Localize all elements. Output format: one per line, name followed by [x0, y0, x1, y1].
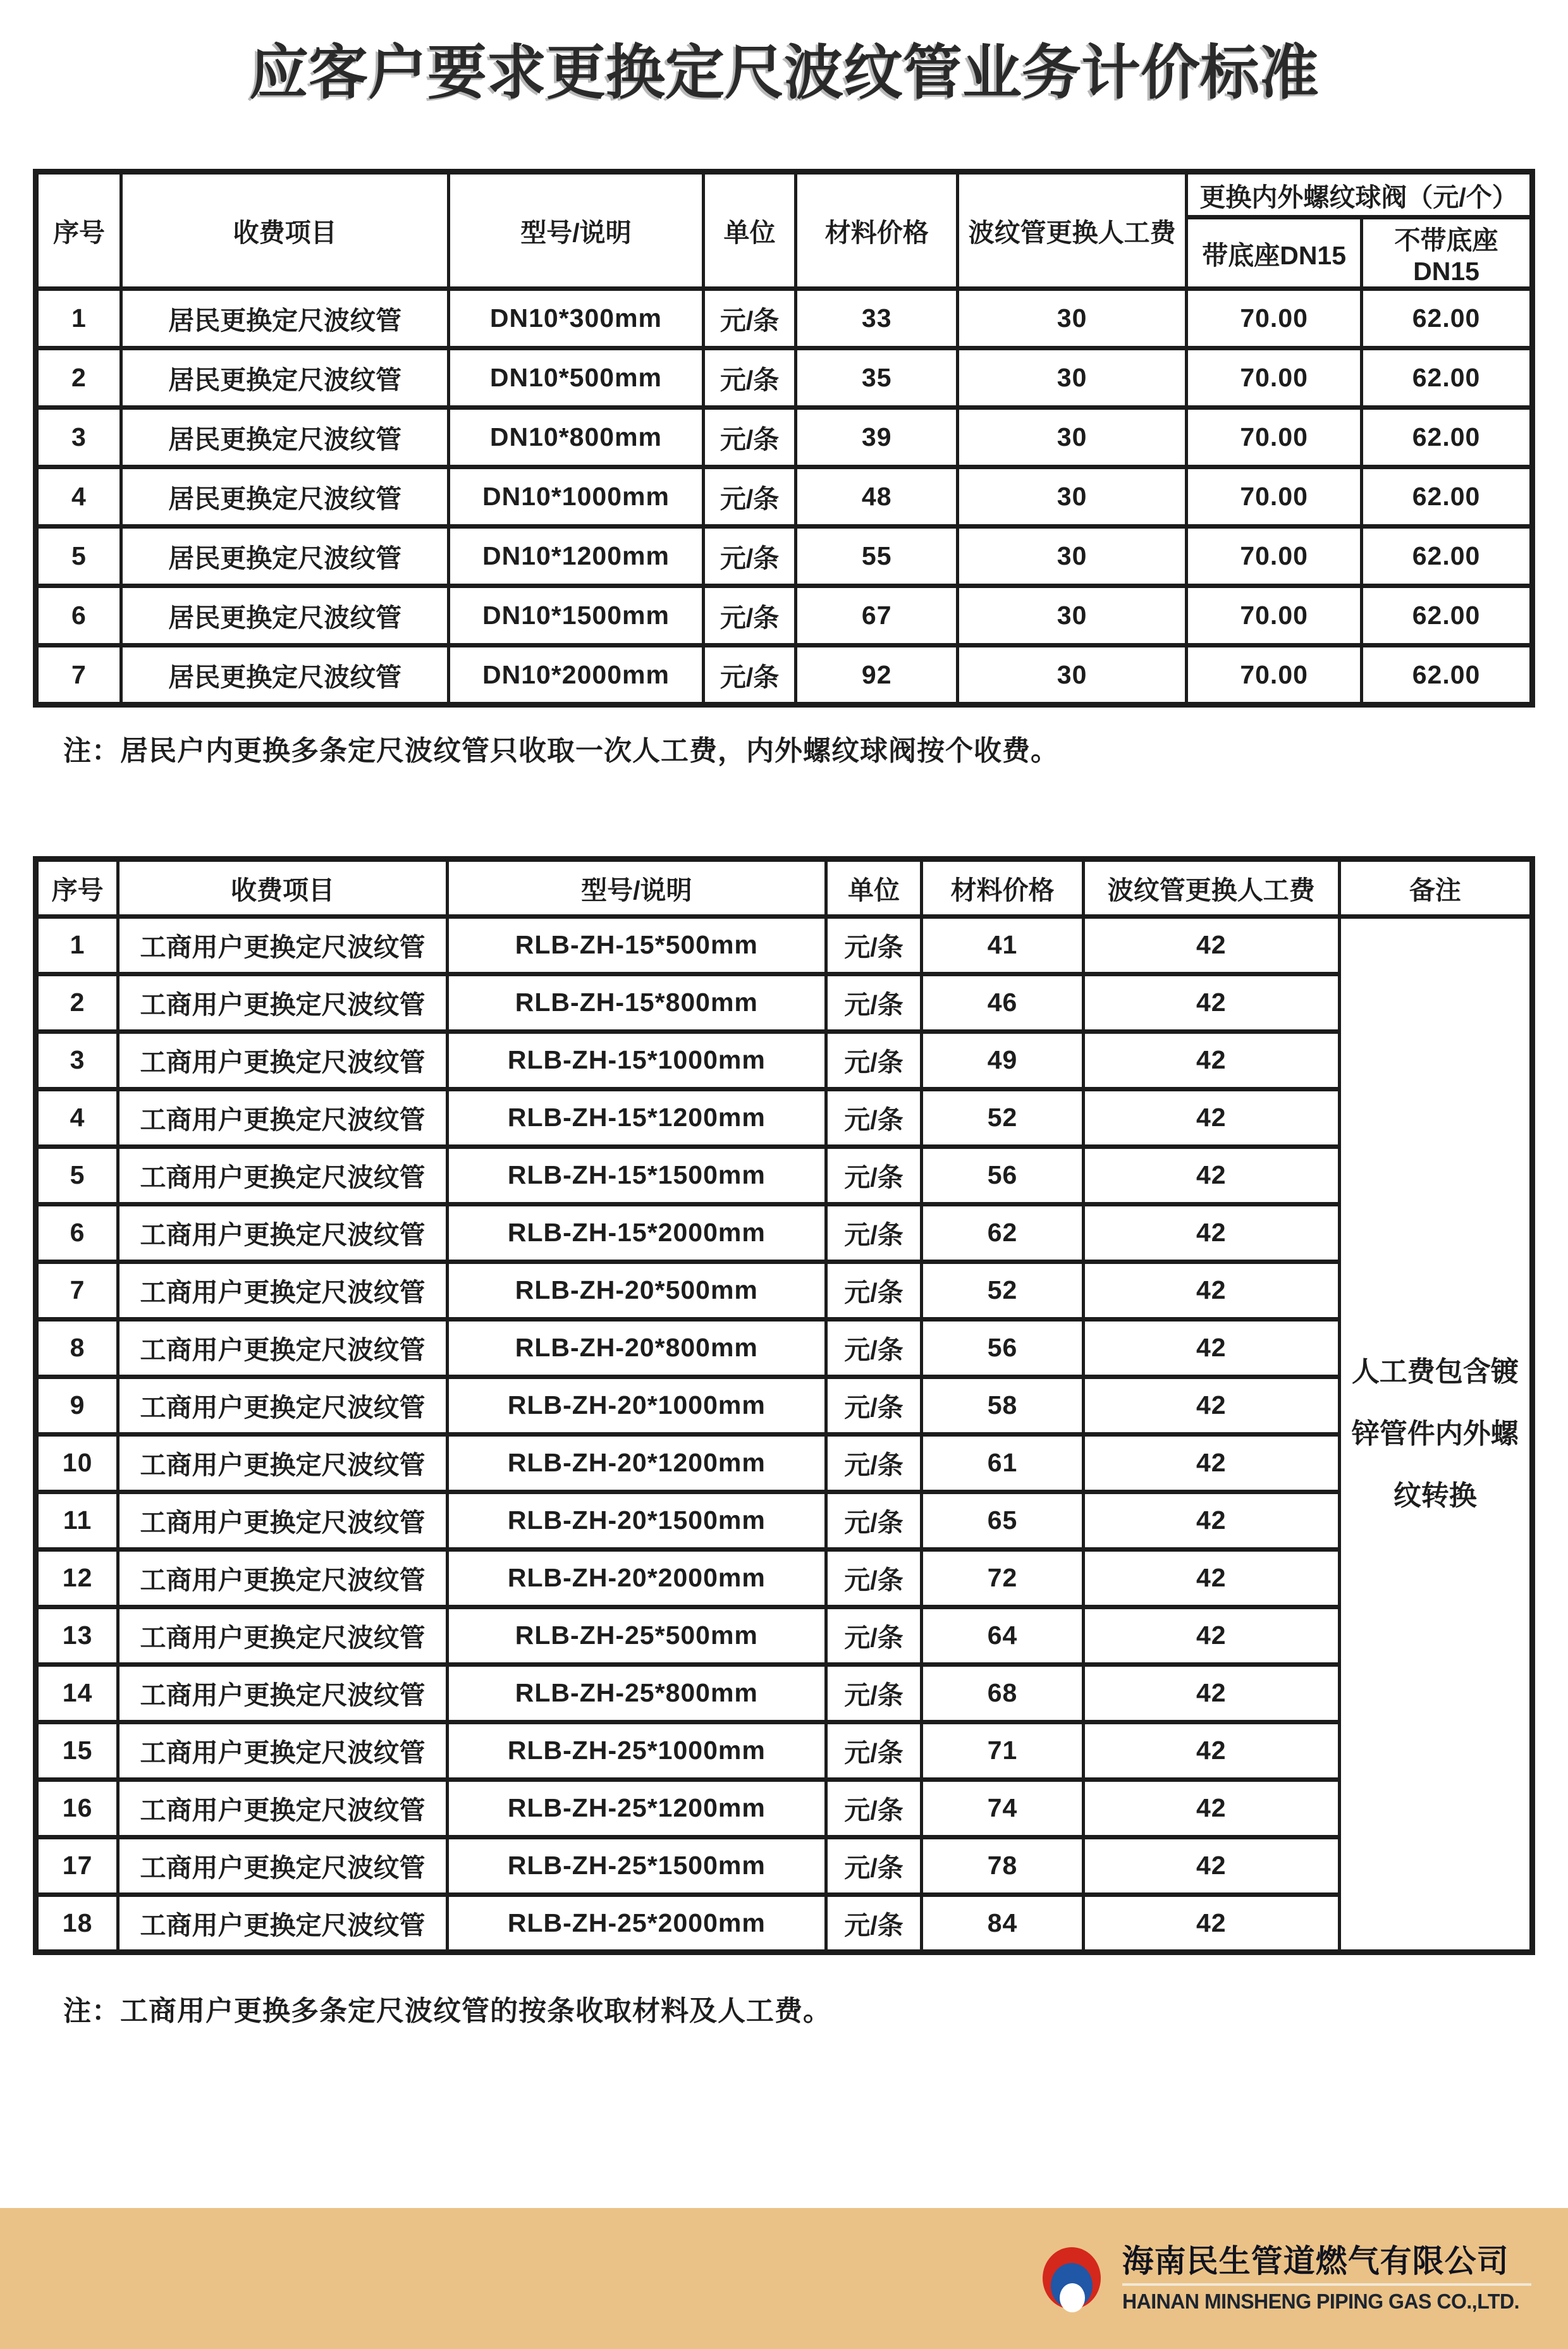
t1-cell-item: 居民更换定尺波纹管: [121, 467, 448, 527]
t2-cell-price: 72: [922, 1549, 1084, 1607]
t1-header-seq: 序号: [36, 172, 121, 289]
t1-header-valve-with-base: 带底座DN15: [1187, 218, 1362, 289]
t2-cell-labor: 42: [1083, 1261, 1339, 1319]
t2-cell-labor: 42: [1083, 1722, 1339, 1779]
t2-cell-item: 工商用户更换定尺波纹管: [118, 916, 448, 974]
table-row: [36, 1261, 1533, 1319]
t2-cell-labor: 42: [1083, 1549, 1339, 1607]
t2-cell-price: 78: [922, 1837, 1084, 1894]
t2-cell-labor: 42: [1083, 1377, 1339, 1434]
table-row: [36, 1722, 1533, 1779]
t1-cell-item: 居民更换定尺波纹管: [121, 527, 448, 586]
t2-cell-seq: 18: [36, 1894, 118, 1952]
t1-cell-unit: 元/条: [703, 586, 796, 646]
t2-cell-unit: 元/条: [826, 1549, 921, 1607]
residential-price-table: [33, 169, 1535, 708]
t1-header-valve-group: 更换内外螺纹球阀（元/个）: [1187, 172, 1533, 218]
t2-cell-labor: 42: [1083, 1779, 1339, 1837]
t1-cell-price: 39: [796, 408, 958, 467]
t2-cell-price: 56: [922, 1319, 1084, 1377]
t2-remark-cell: [1339, 916, 1532, 1952]
t2-cell-price: 68: [922, 1664, 1084, 1722]
t2-cell-labor: 42: [1083, 1146, 1339, 1204]
t1-cell-seq: 4: [36, 467, 121, 527]
t2-cell-seq: 8: [36, 1319, 118, 1377]
t2-cell-labor: 42: [1083, 1434, 1339, 1492]
t2-cell-seq: 6: [36, 1204, 118, 1261]
t2-cell-price: 84: [922, 1894, 1084, 1952]
t2-cell-seq: 11: [36, 1492, 118, 1549]
t1-cell-item: 居民更换定尺波纹管: [121, 586, 448, 646]
t2-cell-item: 工商用户更换定尺波纹管: [118, 1204, 448, 1261]
t1-cell-model: DN10*1000mm: [449, 467, 703, 527]
commercial-table-body: [36, 916, 1533, 1952]
t1-cell-seq: 6: [36, 586, 121, 646]
table-row: [36, 1779, 1533, 1837]
t2-cell-item: 工商用户更换定尺波纹管: [118, 1607, 448, 1664]
t1-cell-seq: 7: [36, 646, 121, 705]
t1-header-material-price: 材料价格: [796, 172, 958, 289]
t1-cell-with-base: 70.00: [1187, 467, 1362, 527]
page-title: 应客户要求更换定尺波纹管业务计价标准: [248, 39, 1319, 106]
table-row: [36, 348, 1533, 408]
t2-cell-price: 61: [922, 1434, 1084, 1492]
table-row: [36, 586, 1533, 646]
t1-cell-seq: 3: [36, 408, 121, 467]
t2-cell-model: RLB-ZH-20*500mm: [447, 1261, 826, 1319]
table-row: [36, 527, 1533, 586]
t1-cell-labor: 30: [958, 467, 1187, 527]
t2-cell-item: 工商用户更换定尺波纹管: [118, 1031, 448, 1089]
t2-cell-model: RLB-ZH-25*2000mm: [447, 1894, 826, 1952]
t2-cell-labor: 42: [1083, 1089, 1339, 1146]
t1-cell-without-base: 62.00: [1362, 586, 1533, 646]
table-row: [36, 1031, 1533, 1089]
t2-cell-seq: 13: [36, 1607, 118, 1664]
t2-cell-model: RLB-ZH-15*1500mm: [447, 1146, 826, 1204]
t2-cell-unit: 元/条: [826, 1664, 921, 1722]
t2-cell-seq: 4: [36, 1089, 118, 1146]
t1-cell-unit: 元/条: [703, 408, 796, 467]
t1-cell-labor: 30: [958, 348, 1187, 408]
table-row: [36, 408, 1533, 467]
t1-cell-item: 居民更换定尺波纹管: [121, 348, 448, 408]
t2-cell-model: RLB-ZH-20*800mm: [447, 1319, 826, 1377]
company-name-cn: 海南民生管道燃气有限公司: [1122, 2243, 1509, 2279]
t2-cell-unit: 元/条: [826, 1319, 921, 1377]
t1-cell-price: 55: [796, 527, 958, 586]
t2-cell-model: RLB-ZH-15*500mm: [447, 916, 826, 974]
t1-cell-model: DN10*300mm: [449, 289, 703, 348]
company-logo-icon: [1043, 2247, 1101, 2309]
t2-cell-seq: 1: [36, 916, 118, 974]
table-row: [36, 1837, 1533, 1894]
t2-cell-price: 62: [922, 1204, 1084, 1261]
t2-cell-labor: 42: [1083, 1031, 1339, 1089]
t2-cell-seq: 3: [36, 1031, 118, 1089]
t2-cell-item: 工商用户更换定尺波纹管: [118, 1319, 448, 1377]
footer-band: [0, 2208, 1568, 2349]
t1-cell-price: 92: [796, 646, 958, 705]
t2-cell-price: 58: [922, 1377, 1084, 1434]
t2-cell-price: 52: [922, 1261, 1084, 1319]
t1-cell-without-base: 62.00: [1362, 408, 1533, 467]
t2-cell-seq: 17: [36, 1837, 118, 1894]
t2-cell-price: 46: [922, 974, 1084, 1031]
t2-cell-model: RLB-ZH-25*800mm: [447, 1664, 826, 1722]
t2-cell-item: 工商用户更换定尺波纹管: [118, 1089, 448, 1146]
t2-cell-item: 工商用户更换定尺波纹管: [118, 1894, 448, 1952]
t2-cell-labor: 42: [1083, 1319, 1339, 1377]
table-row: [36, 1377, 1533, 1434]
t2-cell-unit: 元/条: [826, 916, 921, 974]
t2-cell-unit: 元/条: [826, 1377, 921, 1434]
t2-cell-model: RLB-ZH-20*2000mm: [447, 1549, 826, 1607]
t2-cell-item: 工商用户更换定尺波纹管: [118, 1549, 448, 1607]
commercial-price-table: [33, 856, 1535, 1955]
table-row: [36, 289, 1533, 348]
t2-cell-item: 工商用户更换定尺波纹管: [118, 1492, 448, 1549]
t2-cell-model: RLB-ZH-25*1500mm: [447, 1837, 826, 1894]
t1-cell-item: 居民更换定尺波纹管: [121, 408, 448, 467]
t2-cell-model: RLB-ZH-15*1200mm: [447, 1089, 826, 1146]
t1-cell-unit: 元/条: [703, 646, 796, 705]
t2-cell-seq: 9: [36, 1377, 118, 1434]
t1-cell-without-base: 62.00: [1362, 348, 1533, 408]
residential-table-body: [36, 289, 1533, 705]
t1-cell-price: 67: [796, 586, 958, 646]
t2-cell-model: RLB-ZH-20*1500mm: [447, 1492, 826, 1549]
t2-header-labor: 波纹管更换人工费: [1083, 859, 1339, 916]
t1-cell-with-base: 70.00: [1187, 586, 1362, 646]
t2-header-material-price: 材料价格: [922, 859, 1084, 916]
t2-cell-item: 工商用户更换定尺波纹管: [118, 1837, 448, 1894]
t2-cell-seq: 16: [36, 1779, 118, 1837]
t2-cell-labor: 42: [1083, 1607, 1339, 1664]
t2-cell-price: 64: [922, 1607, 1084, 1664]
table-row: [36, 1146, 1533, 1204]
t2-cell-item: 工商用户更换定尺波纹管: [118, 1434, 448, 1492]
t2-cell-model: RLB-ZH-25*1200mm: [447, 1779, 826, 1837]
t2-cell-model: RLB-ZH-20*1000mm: [447, 1377, 826, 1434]
t1-cell-labor: 30: [958, 527, 1187, 586]
t1-cell-model: DN10*2000mm: [449, 646, 703, 705]
t2-cell-seq: 12: [36, 1549, 118, 1607]
t2-cell-seq: 7: [36, 1261, 118, 1319]
commercial-table-header: [36, 859, 1533, 916]
company-name-block: [1122, 2244, 1531, 2313]
t2-cell-price: 65: [922, 1492, 1084, 1549]
t2-cell-price: 41: [922, 916, 1084, 974]
t2-cell-model: RLB-ZH-15*800mm: [447, 974, 826, 1031]
t1-header-valve-without-base: 不带底座DN15: [1362, 218, 1533, 289]
t1-cell-item: 居民更换定尺波纹管: [121, 289, 448, 348]
t1-cell-with-base: 70.00: [1187, 408, 1362, 467]
table-row: [36, 646, 1533, 705]
t2-cell-model: RLB-ZH-15*1000mm: [447, 1031, 826, 1089]
table-row: [36, 1434, 1533, 1492]
table-row: [36, 1894, 1533, 1952]
t2-header-seq: 序号: [36, 859, 118, 916]
t1-header-labor: 波纹管更换人工费: [958, 172, 1187, 289]
t1-cell-unit: 元/条: [703, 289, 796, 348]
t1-cell-seq: 2: [36, 348, 121, 408]
t2-cell-item: 工商用户更换定尺波纹管: [118, 1722, 448, 1779]
table-row: [36, 1664, 1533, 1722]
t2-cell-unit: 元/条: [826, 1492, 921, 1549]
t2-cell-model: RLB-ZH-25*500mm: [447, 1607, 826, 1664]
t2-cell-labor: 42: [1083, 1837, 1339, 1894]
t1-cell-model: DN10*1500mm: [449, 586, 703, 646]
t1-header-model: 型号/说明: [449, 172, 703, 289]
t2-remark-line: 人工费包含镀: [1351, 1356, 1519, 1387]
t1-cell-unit: 元/条: [703, 527, 796, 586]
t1-cell-without-base: 62.00: [1362, 646, 1533, 705]
t1-cell-model: DN10*800mm: [449, 408, 703, 467]
t2-cell-unit: 元/条: [826, 1837, 921, 1894]
table-row: [36, 1492, 1533, 1549]
t2-cell-labor: 42: [1083, 1894, 1339, 1952]
t2-cell-seq: 10: [36, 1434, 118, 1492]
company-divider: [1122, 2283, 1531, 2286]
t2-cell-item: 工商用户更换定尺波纹管: [118, 1377, 448, 1434]
t2-cell-item: 工商用户更换定尺波纹管: [118, 974, 448, 1031]
t2-cell-model: RLB-ZH-20*1200mm: [447, 1434, 826, 1492]
t2-cell-price: 52: [922, 1089, 1084, 1146]
t2-cell-seq: 5: [36, 1146, 118, 1204]
t2-cell-unit: 元/条: [826, 1261, 921, 1319]
t2-cell-unit: 元/条: [826, 1894, 921, 1952]
table-row: [36, 1319, 1533, 1377]
t2-cell-labor: 42: [1083, 974, 1339, 1031]
t1-cell-labor: 30: [958, 646, 1187, 705]
t2-cell-labor: 42: [1083, 916, 1339, 974]
t1-cell-labor: 30: [958, 586, 1187, 646]
t2-cell-seq: 14: [36, 1664, 118, 1722]
residential-table-header: [36, 172, 1533, 289]
t1-header-unit: 单位: [703, 172, 796, 289]
t2-cell-item: 工商用户更换定尺波纹管: [118, 1146, 448, 1204]
t2-cell-seq: 2: [36, 974, 118, 1031]
t1-cell-price: 48: [796, 467, 958, 527]
t2-cell-model: RLB-ZH-15*2000mm: [447, 1204, 826, 1261]
t2-cell-unit: 元/条: [826, 1089, 921, 1146]
t2-cell-item: 工商用户更换定尺波纹管: [118, 1779, 448, 1837]
t1-cell-item: 居民更换定尺波纹管: [121, 646, 448, 705]
t1-cell-seq: 1: [36, 289, 121, 348]
t1-cell-price: 35: [796, 348, 958, 408]
t1-cell-unit: 元/条: [703, 348, 796, 408]
t1-cell-model: DN10*500mm: [449, 348, 703, 408]
t2-cell-seq: 15: [36, 1722, 118, 1779]
t2-header-unit: 单位: [826, 859, 921, 916]
commercial-note: 注：工商用户更换多条定尺波纹管的按条收取材料及人工费。: [63, 1995, 831, 2027]
t1-cell-without-base: 62.00: [1362, 289, 1533, 348]
t2-cell-unit: 元/条: [826, 974, 921, 1031]
t2-cell-item: 工商用户更换定尺波纹管: [118, 1261, 448, 1319]
table-row: [36, 1204, 1533, 1261]
t2-header-item: 收费项目: [118, 859, 448, 916]
t1-cell-with-base: 70.00: [1187, 527, 1362, 586]
t2-cell-unit: 元/条: [826, 1031, 921, 1089]
t2-cell-unit: 元/条: [826, 1779, 921, 1837]
t2-cell-labor: 42: [1083, 1204, 1339, 1261]
t1-cell-with-base: 70.00: [1187, 348, 1362, 408]
table-row: [36, 1607, 1533, 1664]
table-row: [36, 1549, 1533, 1607]
t2-header-remark: 备注: [1339, 859, 1532, 916]
t2-cell-item: 工商用户更换定尺波纹管: [118, 1664, 448, 1722]
t2-cell-unit: 元/条: [826, 1607, 921, 1664]
t2-cell-price: 49: [922, 1031, 1084, 1089]
table-row: [36, 1089, 1533, 1146]
t1-cell-model: DN10*1200mm: [449, 527, 703, 586]
t2-remark-line: 纹转换: [1393, 1480, 1477, 1511]
company-name-en: HAINAN MINSHENG PIPING GAS CO.,LTD.: [1122, 2289, 1519, 2313]
t1-header-item: 收费项目: [121, 172, 448, 289]
t1-cell-price: 33: [796, 289, 958, 348]
t1-cell-seq: 5: [36, 527, 121, 586]
t1-cell-with-base: 70.00: [1187, 289, 1362, 348]
t2-cell-unit: 元/条: [826, 1434, 921, 1492]
t1-cell-labor: 30: [958, 289, 1187, 348]
t2-cell-unit: 元/条: [826, 1204, 921, 1261]
company-logo-block: [1043, 2244, 1531, 2313]
table-row: [36, 916, 1533, 974]
t2-remark-line: 锌管件内外螺: [1351, 1418, 1519, 1449]
table-row: [36, 974, 1533, 1031]
t2-cell-unit: 元/条: [826, 1722, 921, 1779]
t1-cell-unit: 元/条: [703, 467, 796, 527]
t1-cell-without-base: 62.00: [1362, 467, 1533, 527]
t1-cell-labor: 30: [958, 408, 1187, 467]
t2-cell-labor: 42: [1083, 1492, 1339, 1549]
t1-cell-without-base: 62.00: [1362, 527, 1533, 586]
t2-cell-price: 74: [922, 1779, 1084, 1837]
logo-white-circle: [1060, 2283, 1085, 2312]
table-row: [36, 467, 1533, 527]
t2-cell-price: 56: [922, 1146, 1084, 1204]
residential-note: 注：居民户内更换多条定尺波纹管只收取一次人工费，内外螺纹球阀按个收费。: [63, 735, 1059, 767]
t2-header-model: 型号/说明: [447, 859, 826, 916]
t2-cell-unit: 元/条: [826, 1146, 921, 1204]
t1-cell-with-base: 70.00: [1187, 646, 1362, 705]
t2-cell-model: RLB-ZH-25*1000mm: [447, 1722, 826, 1779]
t2-cell-labor: 42: [1083, 1664, 1339, 1722]
t2-cell-price: 71: [922, 1722, 1084, 1779]
